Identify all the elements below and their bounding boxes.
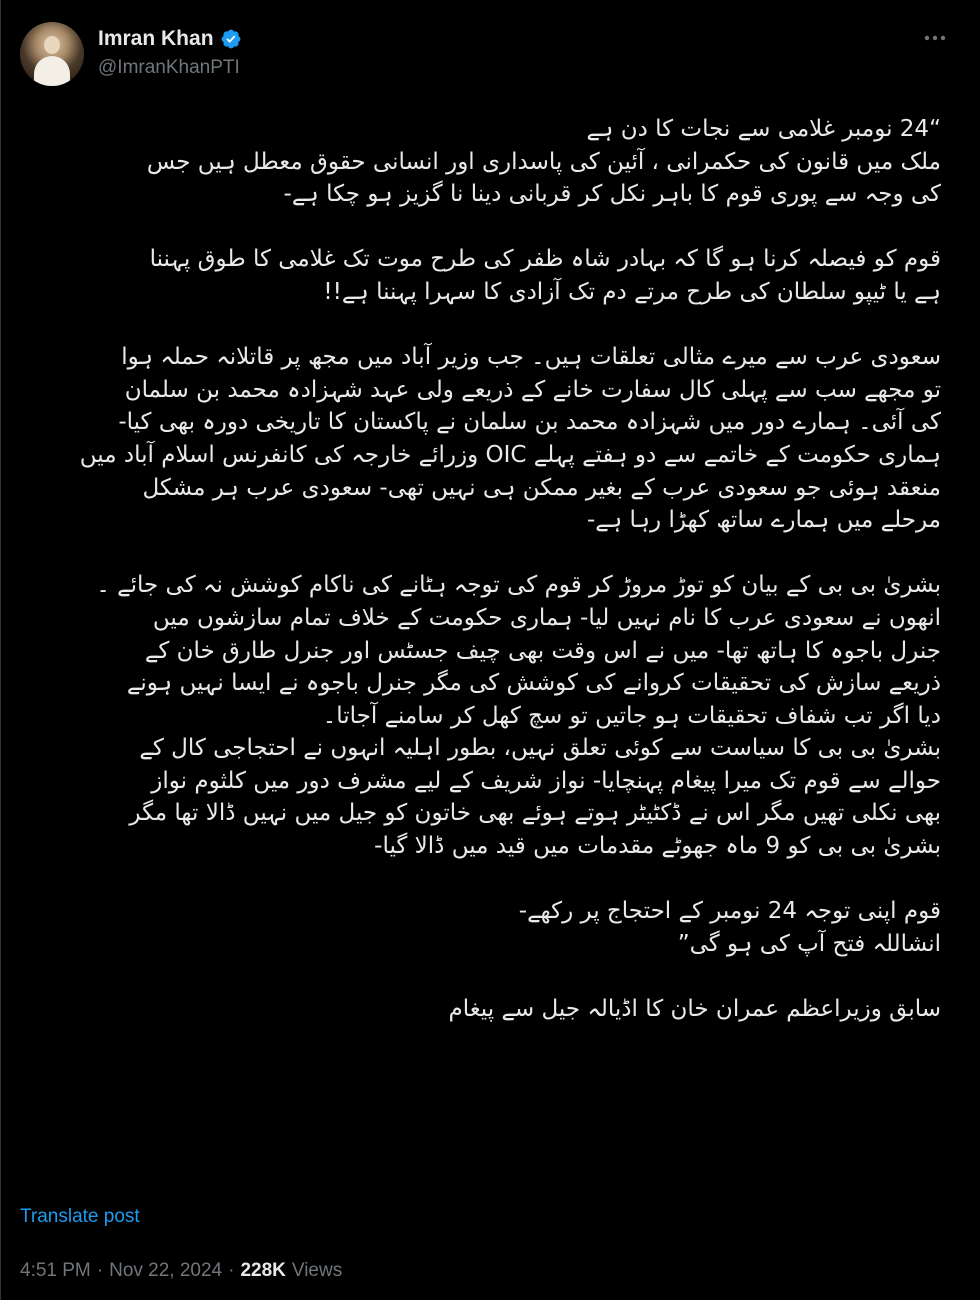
meta-separator: · — [96, 1260, 104, 1281]
author-handle[interactable]: @ImranKhanPTI — [98, 57, 240, 78]
post-text-line: مرحلے میں ہمارے ساتھ کھڑا رہا ہے- — [586, 507, 941, 534]
post-text-line: ملک میں قانون کی حکمرانی ، آئین کی پاسداری اور انسانی حقوق معطل ہیں جس — [146, 148, 941, 175]
post-meta — [20, 1260, 342, 1282]
post-text-line: کی وجہ سے پوری قوم کا باہر نکل کر قربانی دینا نا گزیز ہو چکا ہے- — [283, 181, 941, 208]
author-block — [98, 26, 242, 80]
display-name[interactable]: Imran Khan — [98, 27, 214, 50]
post-text-line: جنرل باجوہ کا ہاتھ تھا- میں نے اس وقت بھی چیف جسٹس اور جنرل طارق خان کے — [144, 637, 941, 664]
paragraph-gap — [41, 960, 941, 993]
post-time[interactable]: 4:51 PM — [20, 1260, 91, 1281]
post-text-line: سابق وزیراعظم عمران خان کا اڈیالہ جیل سے پیغام — [448, 996, 941, 1023]
meta-separator-2: · — [228, 1260, 235, 1281]
post-text-line: ذریعے سازش کی تحقیقات کروانے کی کوشش کی مگر جنرل باجوہ نے ایسا نہیں ہونے — [126, 670, 941, 697]
views-count[interactable]: 228K — [240, 1260, 286, 1281]
paragraph-gap — [41, 537, 941, 570]
more-dots-icon — [924, 35, 946, 41]
post-text-line: ہماری حکومت کے خاتمے سے دو ہفتے پہلے OIC وزرائے خارجہ کی کانفرنس اسلام آباد میں — [79, 441, 941, 468]
post-text-line: انشاللہ فتح آپ کی ہو گی” — [677, 930, 941, 957]
post-text — [41, 113, 941, 1026]
post-text-line: ہے یا ٹیپو سلطان کی طرح مرتے دم تک آزادی کا سہرا پہننا ہے!! — [323, 278, 941, 305]
paragraph-gap — [41, 211, 941, 244]
more-options-button[interactable] — [920, 24, 950, 52]
paragraph-gap — [41, 863, 941, 896]
post-header — [20, 22, 950, 88]
post-text-line: قوم اپنی توجہ 24 نومبر کے احتجاج پر رکھے- — [518, 898, 941, 925]
post-text-line: سعودی عرب سے میرے مثالی تعلقات ہیں۔ جب وزیر آباد میں مجھ پر قاتلانہ حملہ ہوا — [121, 344, 941, 371]
display-name-row — [98, 26, 242, 52]
avatar-figure-body — [34, 56, 70, 86]
post-text-line: بھی نکلی تھیں مگر اس نے ڈکٹیٹر ہوتے ہوئے بھی خاتون کو جیل میں نہیں ڈالا تھا مگر — [129, 800, 941, 827]
post-text-line: قوم کو فیصلہ کرنا ہو گا کہ بہادر شاہ ظفر کی طرح موت تک غلامی کا طوق پہننا — [149, 246, 941, 273]
post-text-line: تو مجھے سب سے پہلی کال سفارت خانے کے ذریعے ولی عہد شہزادہ محمد بن سلمان — [124, 376, 941, 403]
post-text-line: “24 نومبر غلامی سے نجات کا دن ہے — [586, 116, 941, 142]
post-date[interactable]: Nov 22, 2024 — [109, 1260, 223, 1281]
post-text-line: بشریٰ بی بی کو 9 ماہ جھوٹے مقدمات میں قید میں ڈالا گیا- — [374, 833, 941, 860]
post-text-line: منعقد ہوئی جو سعودی عرب کے بغیر ممکن ہی نہیں تھی- سعودی عرب ہر مشکل — [142, 474, 941, 501]
avatar-figure-head — [44, 36, 60, 54]
post-text-line: بشریٰ بی بی کے بیان کو توڑ مروڑ کر قوم کی توجہ ہٹانے کی ناکام کوشش نہ کی جائے ۔ — [96, 572, 941, 599]
post-text-line: کی آئی۔ ہمارے دور میں شہزادہ محمد بن سلمان نے پاکستان کا تاریخی دورہ بھی کیا- — [118, 409, 941, 436]
views-label: Views — [291, 1260, 343, 1281]
post-text-line: بشریٰ بی بی کا سیاست سے کوئی تعلق نہیں، بطور اہلیہ انہوں نے احتجاجی کال کے — [139, 735, 941, 762]
post-text-line: انھوں نے سعودی عرب کا نام نہیں لیا- ہماری حکومت کے خلاف تمام سازشوں میں — [152, 604, 941, 631]
post-text-line: حوالے سے قوم تک میرا پیغام پہنچایا- نواز شریف کے لیے مشرف دور میں کلثوم نواز — [151, 767, 941, 794]
post-text-line: دیا اگر تب شفاف تحقیقات ہو جاتیں تو سچ کھل کر سامنے آجاتا۔ — [322, 702, 941, 729]
paragraph-gap — [41, 309, 941, 342]
avatar[interactable] — [20, 22, 84, 86]
verified-badge-icon[interactable] — [220, 28, 242, 50]
translate-post-link[interactable]: Translate post — [20, 1206, 140, 1227]
